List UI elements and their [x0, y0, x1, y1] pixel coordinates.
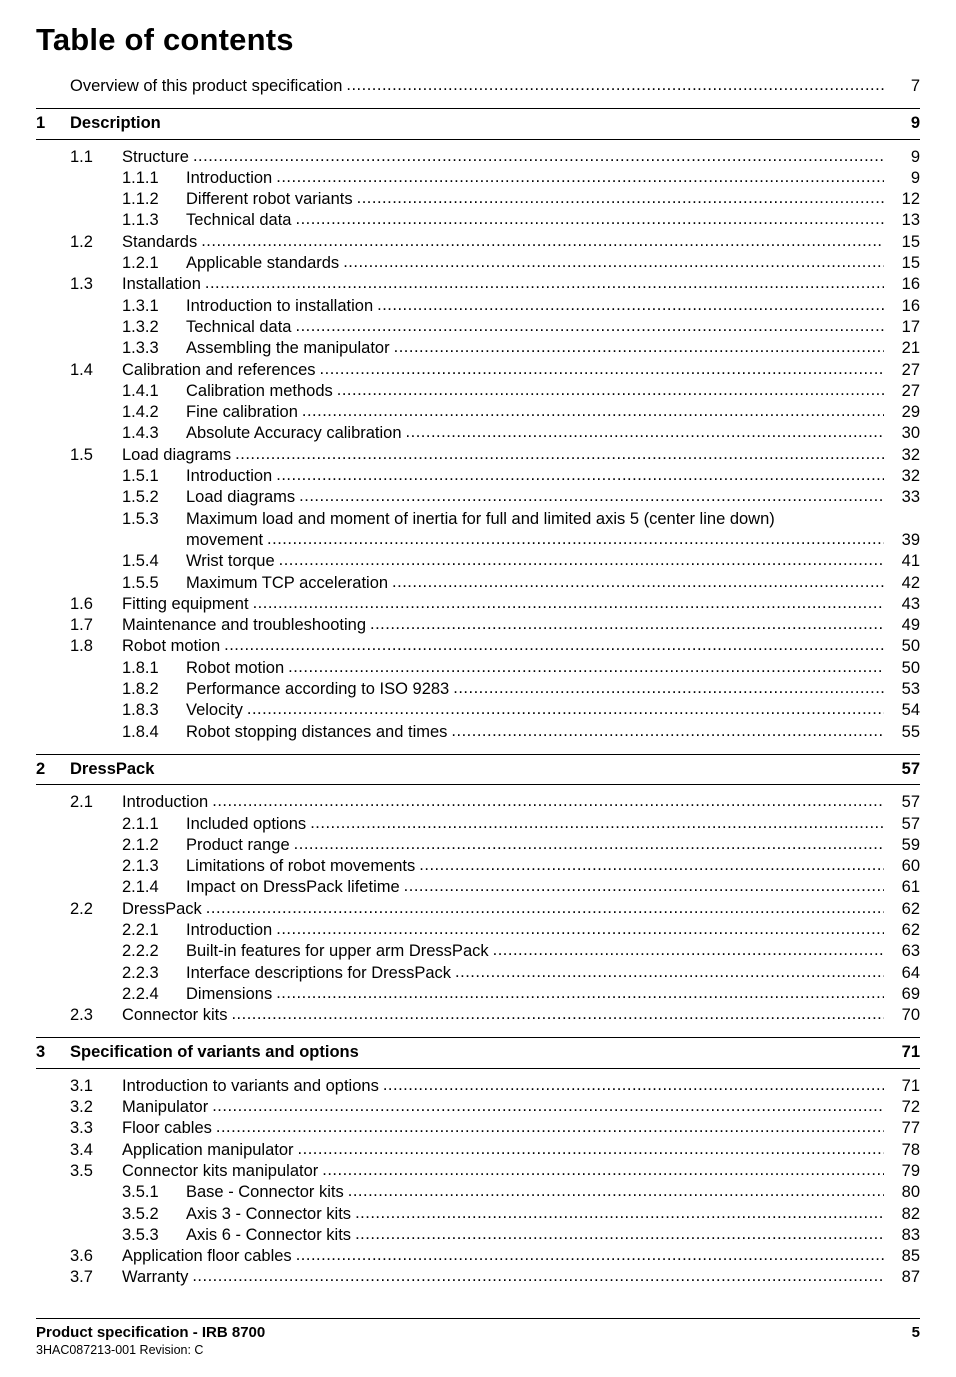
toc-entry-page: 49 [901, 616, 920, 635]
dot-leader [406, 422, 884, 443]
toc-entry-label: Introduction [186, 168, 273, 187]
toc-entry-page: 55 [901, 722, 920, 741]
footer-page-number: 5 [911, 1324, 920, 1341]
dot-leader [296, 316, 885, 337]
toc-entry-number: 3.3 [70, 1119, 93, 1138]
toc-entry-label: Fine calibration [186, 403, 298, 422]
toc-entry-number: 1.8.1 [122, 658, 159, 677]
toc-entry-number: 2.2.1 [122, 920, 159, 939]
toc-entry-page: 43 [901, 594, 920, 613]
toc-entry-label: Robot stopping distances and times [186, 722, 448, 741]
toc-entry-page: 32 [901, 467, 920, 486]
toc-entry-number: 1.8.3 [122, 701, 159, 720]
toc-entry[interactable] [36, 1118, 920, 1139]
toc-chapter-label: Description [70, 114, 161, 133]
toc-entry[interactable] [36, 338, 920, 359]
footer-document-id: 3HAC087213-001 Revision: C [36, 1343, 204, 1357]
toc-entry[interactable] [36, 1267, 920, 1288]
dot-leader [288, 657, 884, 678]
dot-leader [455, 962, 884, 983]
dot-leader [296, 209, 885, 230]
dot-leader [294, 834, 884, 855]
toc-entry-label: Fitting equipment [122, 594, 249, 613]
toc-entry-page: 41 [901, 552, 920, 571]
toc-entry-page: 78 [901, 1140, 920, 1159]
toc-entry-label: Maximum load and moment of inertia for full and limited axis 5 (center line down) [186, 509, 775, 528]
toc-entry-page: 16 [901, 296, 920, 315]
toc-entry-label: Absolute Accuracy calibration [186, 424, 402, 443]
toc-entry-label: Maintenance and troubleshooting [122, 616, 367, 635]
toc-entry-number: 1.5.5 [122, 573, 159, 592]
toc-entry-number: 1.1.3 [122, 211, 159, 230]
toc-entry-number: 2.2.2 [122, 942, 159, 961]
toc-entry-number: 1.4.2 [122, 403, 159, 422]
toc-entry-label: Product range [186, 835, 290, 854]
toc-entry-number: 1.3 [70, 275, 93, 294]
toc-entry-number: 2.2.4 [122, 984, 159, 1003]
dot-leader [355, 1224, 884, 1245]
toc-entry[interactable] [36, 168, 920, 189]
toc-entry-number: 2.2 [70, 899, 93, 918]
toc-entry-page: 82 [901, 1204, 920, 1223]
toc-entry[interactable] [36, 941, 920, 962]
toc-entry-page: 63 [901, 942, 920, 961]
toc-entry[interactable] [36, 509, 920, 530]
toc-entry-label: Applicable standards [186, 254, 340, 273]
dot-leader [224, 635, 884, 656]
toc-entry[interactable] [36, 232, 920, 253]
toc-entry-page: 27 [901, 360, 920, 379]
toc-entry[interactable] [36, 835, 920, 856]
dot-leader [276, 167, 884, 188]
toc-entry-number: 1.4 [70, 360, 93, 379]
toc-entry-page: 16 [901, 275, 920, 294]
toc-entry-page: 9 [910, 168, 920, 187]
toc-entry-label: Technical data [186, 211, 292, 230]
toc-entry-page: 79 [901, 1161, 920, 1180]
toc-entry-number: 1.5.2 [122, 488, 159, 507]
toc-entry-page: 39 [901, 530, 920, 549]
toc-entry-number: 3.6 [70, 1247, 93, 1266]
toc-entry-page: 15 [901, 254, 920, 273]
toc-entry-page: 61 [901, 878, 920, 897]
footer-divider [36, 1318, 920, 1319]
toc-chapter-page: 57 [901, 759, 920, 778]
dot-leader [357, 188, 884, 209]
toc-chapters [36, 108, 920, 1288]
toc-entry-label: Dimensions [186, 984, 273, 1003]
toc-entry[interactable] [36, 1246, 920, 1267]
toc-entry-page: 60 [901, 857, 920, 876]
toc-entry-number: 2.1 [70, 793, 93, 812]
toc-entry[interactable] [36, 615, 920, 636]
toc-chapter-number: 1 [36, 114, 46, 133]
toc-entry-page: 54 [901, 701, 920, 720]
dot-leader [276, 983, 884, 1004]
toc-entry-page: 42 [901, 573, 920, 592]
toc-entry-number: 1.3.2 [122, 317, 159, 336]
toc-chapter-row[interactable] [36, 108, 920, 139]
toc-entry-label: Introduction [186, 920, 273, 939]
toc-entry-label: Connector kits [122, 1006, 228, 1025]
dot-leader [355, 1203, 884, 1224]
toc-entry-label: Axis 6 - Connector kits [186, 1225, 352, 1244]
dot-leader [296, 1245, 884, 1266]
toc-entry-label: Load diagrams [186, 488, 296, 507]
toc-entry-number: 3.5.3 [122, 1225, 159, 1244]
toc-entry-page: 13 [901, 211, 920, 230]
toc-entry-number: 1.1.1 [122, 168, 159, 187]
footer-document-title: Product specification - IRB 8700 [36, 1324, 266, 1341]
toc-entry-number: 3.5.2 [122, 1204, 159, 1223]
toc-entry-label: Calibration methods [186, 381, 333, 400]
toc-entry[interactable] [36, 445, 920, 466]
toc-entry-page: 50 [901, 658, 920, 677]
toc-entry[interactable] [36, 856, 920, 877]
dot-leader [493, 940, 884, 961]
toc-entry[interactable] [36, 1076, 920, 1097]
toc-entry-label: Introduction [186, 467, 273, 486]
toc-entry-label: Manipulator [122, 1098, 209, 1117]
toc-entry-number: 1.1 [70, 147, 93, 166]
toc-entry-label: Maximum TCP acceleration [186, 573, 389, 592]
toc-chapter-page: 71 [901, 1043, 920, 1062]
toc-entry-page: 62 [901, 899, 920, 918]
toc-entry[interactable] [36, 658, 920, 679]
dot-leader [231, 1004, 884, 1025]
toc-entry-label: Axis 3 - Connector kits [186, 1204, 352, 1223]
toc-entry-label: Application floor cables [122, 1247, 292, 1266]
toc-entry-page: 29 [901, 403, 920, 422]
toc-entry-number: 1.2 [70, 232, 93, 251]
toc-entry-number: 3.5 [70, 1161, 93, 1180]
toc-entry[interactable] [36, 1161, 920, 1182]
dot-leader [192, 1266, 884, 1287]
toc-entry[interactable] [36, 877, 920, 898]
toc-entry[interactable] [36, 573, 920, 594]
toc-entry[interactable] [36, 402, 920, 423]
toc-entry-number: 3.7 [70, 1268, 93, 1287]
toc-entry-page: 83 [901, 1225, 920, 1244]
toc-entry[interactable] [36, 551, 920, 572]
toc-entry-label: Base - Connector kits [186, 1183, 344, 1202]
toc-entry[interactable] [36, 700, 920, 721]
toc-entry-label: Different robot variants [186, 190, 353, 209]
toc-entry[interactable] [36, 594, 920, 615]
toc-entry-label: Assembling the manipulator [186, 339, 390, 358]
toc-entry-number: 3.1 [70, 1076, 93, 1095]
toc-entry-label: Velocity [186, 701, 243, 720]
dot-leader [383, 1075, 884, 1096]
toc-chapter-number: 2 [36, 759, 46, 778]
toc-entry-number: 1.5.3 [122, 509, 159, 528]
dot-leader [346, 75, 884, 96]
dot-leader [404, 876, 884, 897]
dot-leader [337, 380, 884, 401]
toc-entry-number: 1.8.4 [122, 722, 159, 741]
toc-entry[interactable] [36, 963, 920, 984]
toc-entry-label: Warranty [122, 1268, 189, 1287]
toc-entry-number: 1.5 [70, 445, 93, 464]
dot-leader [302, 401, 884, 422]
toc-entry-page: 57 [901, 793, 920, 812]
dot-leader [453, 678, 884, 699]
toc-entry-page: 71 [901, 1076, 920, 1095]
toc-entry[interactable] [36, 920, 920, 941]
toc-entry[interactable] [36, 984, 920, 1005]
toc-entry-page: 87 [901, 1268, 920, 1287]
toc-entry[interactable] [36, 210, 920, 231]
toc-chapter-label: DressPack [70, 759, 155, 778]
toc-entry[interactable] [36, 1005, 920, 1026]
toc-chapter-row[interactable] [36, 754, 920, 785]
toc-entry[interactable] [36, 679, 920, 700]
toc-entry-page: 9 [910, 147, 920, 166]
toc-entry-page: 21 [901, 339, 920, 358]
toc-entry[interactable] [36, 381, 920, 402]
toc-entry-label: DressPack [122, 899, 202, 918]
dot-leader [451, 721, 884, 742]
toc-entry[interactable] [36, 792, 920, 813]
toc-entry-page: 70 [901, 1006, 920, 1025]
page-title: Table of contents [36, 22, 294, 57]
toc-entry-page: 85 [901, 1247, 920, 1266]
page-footer [36, 1318, 920, 1357]
toc-entry-label: Standards [122, 232, 198, 251]
dot-leader [348, 1181, 884, 1202]
toc-entry-page: 53 [901, 680, 920, 699]
dot-leader [206, 898, 884, 919]
toc-entry[interactable] [36, 487, 920, 508]
toc-entry[interactable] [36, 253, 920, 274]
dot-leader [247, 699, 884, 720]
toc-entry[interactable] [36, 466, 920, 487]
dot-leader [377, 295, 884, 316]
toc-entry-number: 2.3 [70, 1006, 93, 1025]
toc-entry-page: 64 [901, 963, 920, 982]
toc-entry-number: 1.2.1 [122, 254, 159, 273]
toc-entry-continuation[interactable] [36, 530, 920, 551]
toc-entry[interactable] [36, 636, 920, 657]
toc-entry-label: Introduction to variants and options [122, 1076, 379, 1095]
toc-entry-page: 12 [901, 190, 920, 209]
toc-entry-page: 77 [901, 1119, 920, 1138]
toc-entry-page: 72 [901, 1098, 920, 1117]
toc-entry[interactable] [36, 1140, 920, 1161]
toc-entry-page: 80 [901, 1183, 920, 1202]
toc-list [36, 76, 920, 1289]
toc-entry[interactable] [36, 899, 920, 920]
toc-entry-label: Application manipulator [122, 1140, 294, 1159]
toc-entry-page: 33 [901, 488, 920, 507]
toc-entry[interactable] [36, 1097, 920, 1118]
toc-entry-page: 27 [901, 381, 920, 400]
toc-entry-label: Built-in features for upper arm DressPack [186, 942, 489, 961]
dot-leader [216, 1117, 884, 1138]
toc-entry-overview[interactable] [36, 76, 920, 97]
toc-entry-page: 50 [901, 637, 920, 656]
toc-entry-number: 2.1.2 [122, 835, 159, 854]
toc-entry-label: Structure [122, 147, 189, 166]
toc-entry-number: 2.2.3 [122, 963, 159, 982]
toc-chapter-number: 3 [36, 1043, 46, 1062]
dot-leader [394, 337, 884, 358]
toc-entry-number: 1.8 [70, 637, 93, 656]
dot-leader [322, 1160, 884, 1181]
toc-chapter-row[interactable] [36, 1037, 920, 1068]
toc-entry-number: 1.5.1 [122, 467, 159, 486]
toc-entry-label: Technical data [186, 317, 292, 336]
toc-entry-number: 2.1.1 [122, 814, 159, 833]
toc-entry-number: 1.1.2 [122, 190, 159, 209]
toc-entry-number: 1.4.1 [122, 381, 159, 400]
toc-entry-page: 62 [901, 920, 920, 939]
toc-entry-label: Installation [122, 275, 201, 294]
toc-entry-page: 30 [901, 424, 920, 443]
dot-leader [212, 791, 884, 812]
toc-entry-number: 2.1.4 [122, 878, 159, 897]
toc-chapter-page: 9 [910, 114, 920, 133]
toc-entry-number: 1.3.3 [122, 339, 159, 358]
toc-entry-page: 15 [901, 232, 920, 251]
dot-leader [212, 1096, 884, 1117]
toc-entry[interactable] [36, 317, 920, 338]
toc-entry-number: 1.5.4 [122, 552, 159, 571]
toc-entry-number: 1.7 [70, 616, 93, 635]
toc-entry-page: 32 [901, 445, 920, 464]
toc-entry-label: Robot motion [186, 658, 285, 677]
dot-leader [201, 231, 884, 252]
dot-leader [193, 146, 884, 167]
toc-entry-label: Connector kits manipulator [122, 1161, 319, 1180]
toc-entry-page: 7 [910, 77, 920, 95]
toc-chapter-label: Specification of variants and options [70, 1043, 359, 1062]
toc-entry-number: 2.1.3 [122, 857, 159, 876]
toc-entry-number: 1.4.3 [122, 424, 159, 443]
dot-leader [310, 813, 884, 834]
footer-main-line [36, 1324, 920, 1341]
toc-entry-label: Overview of this product specification [70, 77, 343, 95]
dot-leader [267, 529, 884, 550]
toc-entry-label: Introduction to installation [186, 296, 374, 315]
toc-entry-number: 1.3.1 [122, 296, 159, 315]
toc-entry-label: Included options [186, 814, 307, 833]
dot-leader [419, 855, 884, 876]
dot-leader [276, 919, 884, 940]
toc-entry-label: Load diagrams [122, 445, 232, 464]
toc-entry[interactable] [36, 722, 920, 743]
toc-entry-page: 59 [901, 835, 920, 854]
toc-entry-label: Introduction [122, 793, 209, 812]
toc-entry[interactable] [36, 189, 920, 210]
toc-entry-label: Robot motion [122, 637, 221, 656]
toc-entry-number: 1.8.2 [122, 680, 159, 699]
toc-entry[interactable] [36, 1204, 920, 1225]
toc-entry[interactable] [36, 274, 920, 295]
toc-entry-page: 17 [901, 317, 920, 336]
toc-entry[interactable] [36, 814, 920, 835]
toc-entry-label: Impact on DressPack lifetime [186, 878, 400, 897]
toc-entry[interactable] [36, 360, 920, 381]
toc-entry-label: Performance according to ISO 9283 [186, 680, 450, 699]
toc-entry-label: Limitations of robot movements [186, 857, 416, 876]
toc-entry-number: 3.2 [70, 1098, 93, 1117]
dot-leader [253, 593, 884, 614]
dot-leader [279, 550, 884, 571]
dot-leader [370, 614, 884, 635]
toc-entry-number: 3.5.1 [122, 1183, 159, 1202]
toc-entry[interactable] [36, 147, 920, 168]
toc-entry[interactable] [36, 1182, 920, 1203]
toc-entry-label-wrapped: movement [186, 530, 264, 549]
toc-entry[interactable] [36, 423, 920, 444]
toc-entry-label: Floor cables [122, 1119, 212, 1138]
dot-leader [235, 444, 884, 465]
dot-leader [343, 252, 884, 273]
toc-entry[interactable] [36, 1225, 920, 1246]
toc-entry[interactable] [36, 296, 920, 317]
toc-entry-page: 69 [901, 984, 920, 1003]
dot-leader [298, 1139, 884, 1160]
toc-entry-label: Wrist torque [186, 552, 275, 571]
toc-entry-label: Calibration and references [122, 360, 316, 379]
dot-leader [392, 572, 884, 593]
toc-entry-number: 3.4 [70, 1140, 93, 1159]
dot-leader [205, 273, 884, 294]
dot-leader [276, 465, 884, 486]
dot-leader [299, 486, 884, 507]
toc-entry-number: 1.6 [70, 594, 93, 613]
toc-entry-page: 57 [901, 814, 920, 833]
dot-leader [320, 359, 884, 380]
toc-entry-label: Interface descriptions for DressPack [186, 963, 452, 982]
